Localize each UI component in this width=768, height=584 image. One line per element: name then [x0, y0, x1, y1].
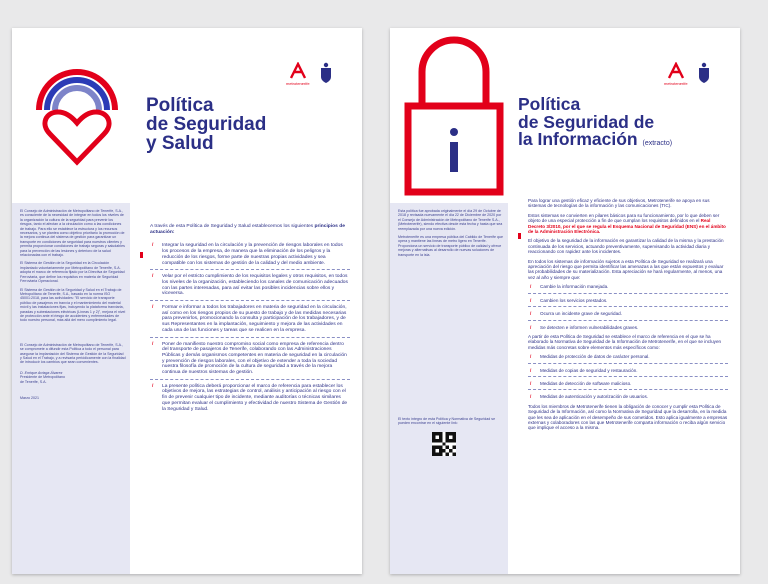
list-item: / Medidas de detección de software malicioso.: [528, 381, 728, 390]
metro-logo-icon: [289, 62, 307, 80]
body-paragraph: En todos los sistemas de información sujetos a esta Política de Seguridad se realizará una apreciación del riesgo que permita identificar las amenazas a las que están expuestos y evaluar las probabilidades de su materialización. Esta apreciación se hará regularmente, al menos, una vez al año y siempre que:: [528, 258, 724, 280]
signature-block: D. Enrique Arriaga Álvarez Presidente de Metropolitano de Tenerife, S.A. Marzo 2021: [20, 370, 65, 400]
principles-section: [150, 224, 350, 416]
padlock-info-icon: [404, 32, 504, 196]
list-item: / Velar por el estricto cumplimiento de los requisitos legales y otros requisitos, en todos los niveles de la organización, estableciendo los canales de comunicación adecuados con las partes interesadas, para así evitar las posibles incidencias sobre ellos y viceversa.: [150, 274, 350, 301]
metro-logo-text: metrotenerife: [664, 81, 688, 86]
measures-list: [528, 354, 728, 400]
list-item: / Se detecten e informen vulnerabilidades graves.: [528, 325, 728, 330]
accent-bar: [140, 252, 143, 258]
conditions-list: [528, 284, 728, 330]
page-title: Política de Seguridad y Salud: [146, 95, 267, 154]
body-paragraph: El objetivo de la seguridad de la información es garantizar la calidad de la misma y la prestación continuada de los servicios, actuando preventivamente, supervisando la actividad diaria y reaccionando con rapidez ante los incidentes.: [528, 238, 724, 255]
policy-body: [528, 198, 728, 435]
list-item: / Medidas de autenticación y autorización de usuarios.: [528, 394, 728, 399]
qr-code-icon[interactable]: [432, 432, 456, 456]
list-item: / Formar e informar a todos los trabajadores en materia de seguridad en la circulación, así como en los riesgos propios de su puesto de trabajo y de las medidas necesarias para prevenirlos, promocionando la consulta y participación de los trabajadores, y de sus Representantes en la implantación, seguimiento y mejora de las actividades en cada una de las funciones y tareas que se realicen en la empresa.: [150, 305, 350, 338]
list-item: / La presente política deberá proporcionar el marco de referencia para establecer los objetivos de mejora, las estrategias de control, análisis y anticipación al riesgo con el fin de prevenir cualquier tipo de incidente, mediante auditorías o técnicas similares que permitan evaluar el cumplimiento y efectividad de nuestro Sistema de Gestión de la Seguridad y Salud.: [150, 384, 350, 413]
tenerife-crest-icon: [318, 62, 334, 84]
intro-text: Para lograr una gestión eficaz y eficiente de sus objetivos, Metrotenerife se apoya en sus sistemas de tecnologías de la información y las comunicaciones (TIC).: [528, 198, 710, 209]
intro-text: A través de esta Política de Seguridad y Salud establecemos los siguientes principios de actuación:: [150, 224, 345, 235]
list-item: / Medidas de copias de seguridad y restauración.: [528, 368, 728, 377]
body-paragraph: A partir de esta Política de Seguridad se establece el marco de referencia en el que se ha elaborado la Normativa de Seguridad de la Información de Metrotenerife, en el que se incluyen medidas más concretas sobre elementos más específicos como:: [528, 333, 722, 350]
metro-logo-icon: [667, 62, 685, 80]
accent-bar: [518, 233, 521, 239]
list-item: / Cambie la información manejada.: [528, 284, 728, 293]
intro-column: Esta política fue aprobada originalmente el día 29 de Octubre de 2018 y revisada nuevamente el día 22 de Diciembre de 2020 por el Consejo de Administración de Metropolitano de Tenerife S.A., (Metrotenerife), siendo efectiva desde esta fecha y hasta que sea reemplazada por una nueva edición. Metrotenerife es una empresa pública del Cabildo de Tenerife que opera y mantiene las líneas de metro ligero en Tenerife. Proporciona un servicio de transporte público de calidad y ofrece mejoras y alternativas al desarrollo de nuevas soluciones de transporte en la isla. El texto íntegro de esta Política y Normativa de Seguridad se pueden encontrar en el siguiente link:: [390, 203, 508, 574]
rainbow-heart-icon: [34, 58, 120, 166]
metro-logo: [286, 62, 310, 86]
list-item: / Integrar la seguridad en la circulación y la prevención de riesgos laborales en todos los procesos de la empresa, de manera que la eliminación de los peligros y la reducción de los riesgos, forme parte de nuestras propias actividades y sea compatible con los sistemas de gestión de la calidad y del medio ambiente.: [150, 243, 350, 270]
tenerife-crest: [696, 62, 712, 85]
list-item: / Cambien los servicios prestados.: [528, 298, 728, 307]
list-item: / Poner de manifiesto nuestro compromiso social como empresa de referencia dentro del transporte de pasajeros de Tenerife, colaborando con las Administraciones Públicas y demás organismos competentes en materia de seguridad en la circulación y prevención de riesgos laborales, con el objetivo de extender a toda la sociedad nuestra filosofía de promoción de la cultura de seguridad a través de la mejora continua de nuestros sistemas de gestión.: [150, 342, 350, 380]
policy-page-health-safety: [12, 28, 362, 574]
page-title: Política de Seguridad de la Información (extracto): [518, 94, 673, 149]
list-item: / Medidas de protección de datos de carácter personal.: [528, 354, 728, 363]
policy-page-information-security: [390, 28, 740, 574]
body-paragraph: Estos sistemas se convierten en pilares básicos para su funcionamiento, por lo que deben ser objeto de una especial protección a fin de que cumplan los requisitos definidos en el Real Decreto 3/2010, por el que se regula el Esquema Nacional de Seguridad (ENS) en el ámbito de la Administración Electrónica.: [528, 212, 726, 235]
list-item: / Ocurra un incidente grave de seguridad.: [528, 311, 728, 320]
metro-logo: [664, 62, 688, 86]
tenerife-crest-icon: [696, 62, 712, 84]
principles-list: [150, 243, 350, 412]
body-paragraph: Todos los miembros de Metrotenerife tienen la obligación de conocer y cumplir esta Política de Seguridad de la Información, así como la Normativa de Seguridad que la desarrolla, en la medida que les sea de aplicación en el desempeño de sus cometidos. Esto aplica igualmente a empresas externas y colaboradores con las que Metrotenerife comparta información o reciba algún servicio que implique el acceso a la misma.: [528, 403, 728, 431]
metro-logo-text: metrotenerife: [286, 81, 310, 86]
intro-column: El Consejo de Administración de Metropolitano de Tenerife, S.A., es consciente de la necesidad de integrar en todos los niveles de la organización la cultura de la seguridad para prevenir los riesgos, tanto el afectan a la circulación como a las condiciones de trabajo. Para ello se establece la estructura y los recursos necesarios, y se plantea como objetivo prioritario la promoción de la mejora continua del sistema de gestión para garantizar un transporte en condiciones de seguridad para nuestros clientes y permita proporcionar condiciones de trabajo seguras y saludables para la prevención de las lesiones y deterioro de la salud relacionadas con el trabajo. El Sistema de Gestión de la Seguridad en la Circulación implantado voluntariamente por Metropolitano de Tenerife, S.A. adopta el marco de referencia fijado por la Directiva de Seguridad Ferroviaria, que define los requisitos en materia de Seguridad Ferroviaria Operacional. El Sistema de Gestión de la Seguridad y Salud en el Trabajo de Metropolitano de Tenerife, S.A., basado en la norma ISO 45001:2018, para las actividades: "El servicio de transporte público de pasajeros en tranvía y el mantenimiento del material móvil y las instalaciones fijas, incluyendo la plataforma tranviaria, paradas y subestaciones eléctricas (Líneas 1 y 2)", mejora el nivel de protección ante el riesgo de accidentes y enfermedades de todo nuestro personal, más allá del mero cumplimiento legal. El Consejo de Administración de Metropolitano de Tenerife, S.A., se compromete a difundir esta Política a todo el personal para asegurar la implantación del Sistema de Gestión de la Seguridad y Salud en el Trabajo, y a revisarla periódicamente con la finalidad de introducir los cambios que sean convenientes. D. Enrique Arriaga Álvarez Presidente de Metropolitano de Tenerife, S.A. Marzo 2021: [12, 203, 130, 574]
tenerife-crest: [318, 62, 334, 85]
